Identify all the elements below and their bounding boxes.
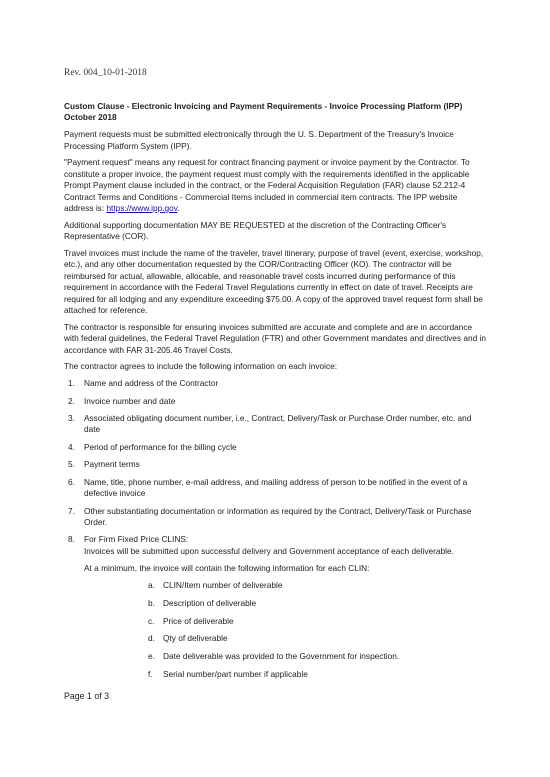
list-item: b. Description of deliverable: [148, 597, 257, 608]
list-item: e. Date deliverable was provided to the Government for inspection.: [148, 651, 400, 662]
paragraph-payment-request: [64, 157, 488, 214]
list-item: 7. Other substantiating documentation or information as required by the Contract, Delivery/Task or Purchase Order.: [68, 505, 472, 527]
clause-title-line1: Custom Clause - Electronic Invoicing and Payment Requirements - Invoice Processing Platform (IPP): [64, 101, 463, 111]
list-item: 2. Invoice number and date: [68, 395, 176, 406]
paragraph-ipp: Payment requests must be submitted electronically through the U. S. Department of the Treasury's Invoice Processing Platform System (IPP).: [64, 129, 454, 151]
list-item: 3. Associated obligating document number, i.e., Contract, Delivery/Task or Purchase Order number, etc. and date: [68, 413, 472, 435]
list-item: 1. Name and address of the Contractor: [68, 378, 219, 389]
invoice-requirements-list: [64, 378, 488, 574]
list-item: c. Price of deliverable: [148, 615, 234, 626]
ffp-clin-info-intro: At a minimum, the invoice will contain the following information for each CLIN:: [84, 562, 370, 573]
list-item: a. CLIN/Item number of deliverable: [148, 579, 283, 590]
list-item: d. Qty of deliverable: [148, 633, 228, 644]
list-item: f. Serial number/part number if applicable: [148, 668, 308, 679]
paragraph-payment-request-end: .: [177, 203, 180, 214]
paragraph-travel-invoices: Travel invoices must include the name of the traveler, travel itinerary, purpose of travel (event, exercise, workshop, etc.), and any other documentation requested by the COR/Contracting Officer (KO). The contractor will be reimbursed for actual, allowable, allocable, and reasonable travel costs incurred during performance of this requirement in accordance with the Federal Travel Regulations currently in effect on date of travel. Receipts are required for all lodging and any expenditure exceeding $75.00. A copy of the approved travel request form shall be attached for reference.: [64, 248, 484, 316]
clause-title: [64, 101, 488, 124]
list-item: 8. For Firm Fixed Price CLINS: Invoices will be submitted upon successful delivery and Government acceptance of each deliverable. At a minimum, the invoice will contain the following information for each CLIN:: [64, 534, 488, 574]
clin-info-list: [64, 580, 488, 680]
paragraph-contractor-responsibility: The contractor is responsible for ensuring invoices submitted are accurate and complete and are in accordance with federal guidelines, the Federal Travel Regulation (FTR) and other Government mandates and directives and in accordance with FAR 31-205.46 Travel Costs.: [64, 321, 486, 355]
list-item: 4. Period of performance for the billing cycle: [68, 441, 237, 452]
page-number: Page 1 of 3: [64, 691, 109, 701]
list-item: 6. Name, title, phone number, e-mail address, and mailing address of person to be notified in the event of a defective invoice: [68, 476, 468, 499]
paragraph-supporting-docs: Additional supporting documentation MAY BE REQUESTED at the discretion of the Contracting Officer's Representative (COR).: [64, 219, 447, 242]
revision-label: Rev. 004_10-01-2018: [64, 68, 147, 78]
ffp-deliverable-note: Invoices will be submitted upon successful delivery and Government acceptance of each deliverable.: [84, 545, 454, 556]
ipp-website-link[interactable]: https://www.ipp.gov: [106, 203, 178, 214]
paragraph-payment-request-text: "Payment request" means any request for contract financing payment or invoice payment by the Contractor. To constitute a proper invoice, the payment request must comply with the requirements identified in the applicable Prompt Payment clause included in the contract, or the Federal Acquisition Regulation (FAR) clause 52.212-4 Contract Terms and Conditions - Commercial Items included in commercial item contracts. The IPP website address is:: [64, 157, 470, 214]
paragraph-invoice-info-intro: The contractor agrees to include the following information on each invoice:: [64, 361, 338, 372]
clause-body: [64, 101, 488, 687]
clause-title-line2: October 2018: [64, 112, 117, 123]
list-item: 5. Payment terms: [68, 459, 140, 470]
